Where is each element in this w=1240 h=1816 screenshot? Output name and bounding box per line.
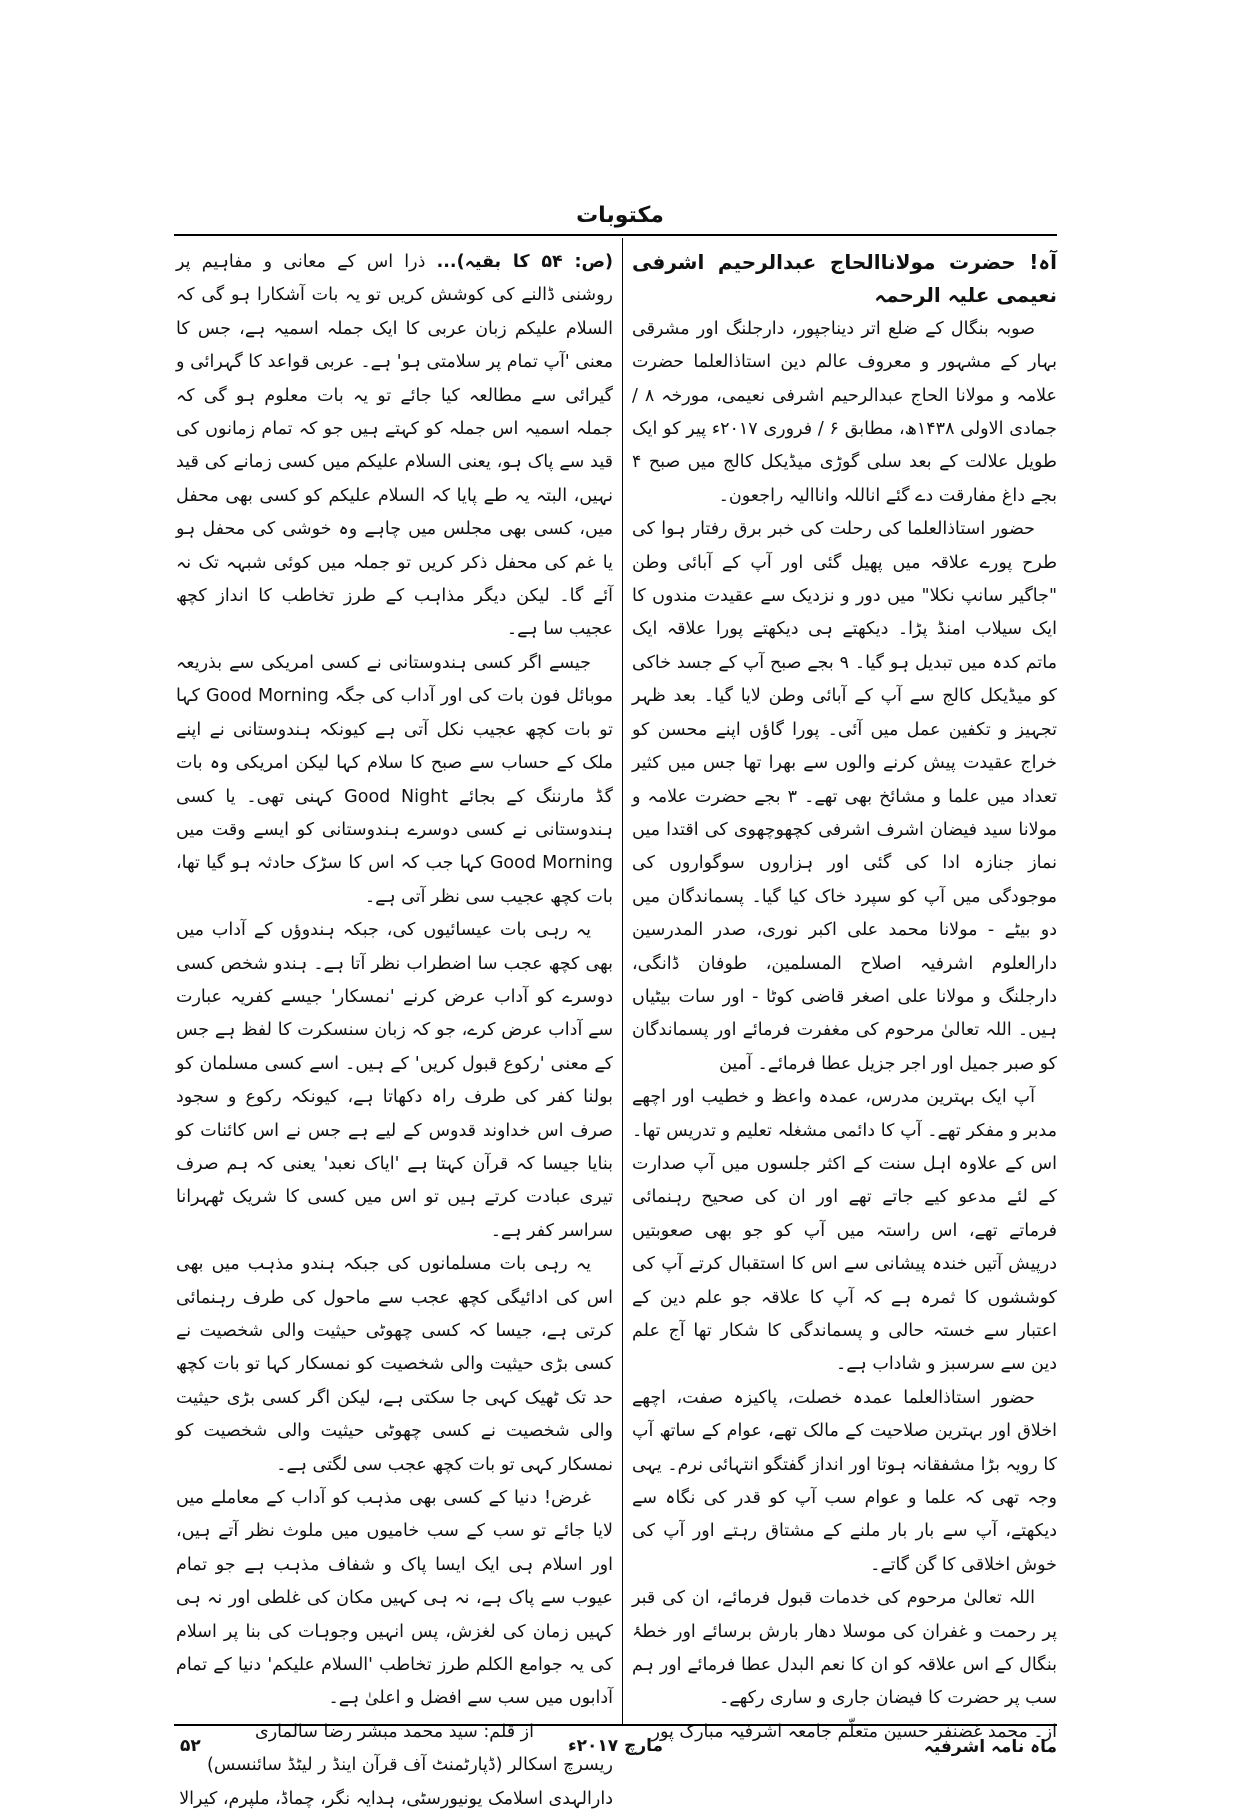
article-signature: از قلم: سید محمد مبشر رضا سالماری bbox=[255, 1721, 534, 1742]
column-divider bbox=[622, 238, 623, 1724]
author-affiliation-1: ریسرچ اسکالر (ڈپارٹمنٹ آف قرآن اینڈ ر لیٹڈ سائنسس) bbox=[207, 1755, 613, 1776]
obituary-paragraph-5: اللہ تعالیٰ مرحوم کی خدمات قبول فرمائے، ان کی قبر پر رحمت و غفران کی موسلا دھار بارش برسائے اور خطۂ بنگال کے اس علاقہ کو ان کا نعم البدل عطا فرمائے اور ہم سب پر حضرت کا فیضان جاری و ساری رکھے۔ bbox=[632, 1588, 1057, 1709]
magazine-name: ماہ نامہ اشرفیہ bbox=[923, 1737, 1057, 1757]
page-number: ۵۲ bbox=[180, 1736, 201, 1756]
obituary-column bbox=[632, 246, 1057, 1756]
page-footer bbox=[174, 1736, 1057, 1758]
article-paragraph-3: یہ رہی بات عیسائیوں کی، جبکہ ہندوؤں کے آداب میں بھی کچھ عجب سا اضطراب نظر آتا ہے۔ ہندو شخص کسی دوسرے کو آداب عرض کرنے 'نمسکار' جیسے کفریہ عبارت سے آداب عرض کرے، جو کہ زبان سنسکرت کا لفظ ہے جس کے معنی 'رکوع قبول کریں' کے ہیں۔ اسے کسی مسلمان کو بولنا کفر کی طرف راہ دکھاتا ہے، کیونکہ رکوع و سجود صرف اس خداوند قدوس کے لیے ہے جس نے اس کائنات کو بنایا جیسا کہ قرآن کہتا ہے 'ایاک نعبد' یعنی کہ ہم صرف تیری عبادت کرتے ہیں تو اس میں کسی کا شریک ٹھہرانا سراسر کفر ہے۔ bbox=[176, 920, 613, 1241]
continued-article-column bbox=[176, 246, 613, 1809]
author-affiliation-2: دارالہدی اسلامک یونیورسٹی، ہدایہ نگر، چماڈ، ملپرم، کیرالا bbox=[179, 1788, 613, 1809]
article-paragraph-5: غرض! دنیا کے کسی بھی مذہب کو آداب کے معاملے میں لایا جائے تو سب کے سب خامیوں میں ملوث نظر آتے ہیں، اور اسلام ہی ایک ایسا پاک و شفاف مذہب ہے جو تمام عیوب سے پاک ہے، نہ ہی کہیں مکان کی غلطی اور نہ ہی کہیں زمان کی لغزش، پس انہیں وجوہات کی بنا پر اسلام کی یہ جوامع الکلم طرز تخاطب 'السلام علیکم' دنیا کے تمام آدابوں میں سب سے افضل و اعلیٰ ہے۔ bbox=[176, 1488, 613, 1709]
obituary-signature: از۔ محمد غضنفر حسین متعلّم جامعہ اشرفیہ مبارک پور bbox=[651, 1721, 1057, 1742]
article-paragraph-4: یہ رہی بات مسلمانوں کی جبکہ ہندو مذہب میں بھی اس کی ادائیگی کچھ عجب سے ماحول کی طرف رہنمائی کرتی ہے، جیسا کہ کسی چھوٹی حیثیت والی شخصیت نے کسی بڑی حیثیت والی شخصیت کو نمسکار کہا تو بات کچھ حد تک ٹھیک کہی جا سکتی ہے، لیکن اگر کسی بڑی حیثیت والی شخصیت نے کسی چھوٹی حیثیت والی شخصیت کو نمسکار کہی تو بات کچھ عجب سی لگتی ہے۔ bbox=[176, 1254, 613, 1475]
obituary-paragraph-4: حضور استاذالعلما عمدہ خصلت، پاکیزہ صفت، اچھے اخلاق اور بہترین صلاحیت کے مالک تھے، عوام کے ساتھ آپ کا رویہ بڑا مشفقانہ ہوتا اور انداز گفتگو انتہائی نرم۔ یہی وجہ تھی کہ علما و عوام سب آپ کو قدر کی نگاہ سے دیکھتے، آپ سے بار بار ملنے کے مشتاق رہتے اور آپ کی خوش اخلاقی کا گن گاتے۔ bbox=[632, 1387, 1057, 1575]
obituary-paragraph-1: صوبہ بنگال کے ضلع اتر دیناجپور، دارجلنگ اور مشرقی بہار کے مشہور و معروف عالم دین استاذالعلما حضرت علامہ و مولانا الحاج عبدالرحیم اشرفی نعیمی، مورخہ ۸ / جمادی الاولی ۱۴۳۸ھ، مطابق ۶ / فروری ۲۰۱۷ء پیر کو ایک طویل علالت کے بعد سلی گوڑی میڈیکل کالج میں صبح ۴ بجے داغ مفارقت دے گئے اناللہ واناالیہ راجعون۔ bbox=[632, 318, 1057, 506]
obituary-paragraph-3: آپ ایک بہترین مدرس، عمدہ واعظ و خطیب اور اچھے مدبر و مفکر تھے۔ آپ کا دائمی مشغلہ تعلیم و تدریس تھا۔ اس کے علاوہ اہل سنت کے اکثر جلسوں میں آپ صدارت کے لئے مدعو کیے جاتے تھے اور ان کی صحیح رہنمائی فرماتے تھے، اس راستہ میں آپ کو جو بھی صعوبتیں درپیش آتیں خندہ پیشانی سے اس کا استقبال کرتے آپ کی کوششوں کا ثمرہ ہے کہ آپ کا علاقہ جو علم دین کے اعتبار سے خستہ حالی و پسماندگی کا شکار تھا آج علم دین سے سرسبز و شاداب ہے۔ bbox=[632, 1087, 1057, 1375]
obituary-heading: آہ! حضرت مولاناالحاج عبدالرحیم اشرفی نعیمی علیہ الرحمہ bbox=[632, 250, 1057, 308]
obituary-paragraph-2: حضور استاذالعلما کی رحلت کی خبر برق رفتار ہوا کی طرح پورے علاقہ میں پھیل گئی اور آپ کے آبائی وطن "جاگیر سانپ نکلا" میں دور و نزدیک سے عقیدت مندوں کا ایک سیلاب امنڈ پڑا۔ دیکھتے ہی دیکھتے پورا علاقہ ایک ماتم کدہ میں تبدیل ہو گیا۔ ۹ بجے صبح آپ کے جسد خاکی کو میڈیکل کالج سے آپ کے آبائی وطن لایا گیا۔ بعد ظہر تجہیز و تکفین عمل میں آئی۔ پورا گاؤں اپنے محسن کو خراج عقیدت پیش کرنے والوں سے بھرا تھا جس میں کثیر تعداد میں علما و مشائخ بھی تھے۔ ۳ بجے حضرت علامہ و مولانا سید فیضان اشرف اشرفی کچھوچھوی کی اقتدا میں نماز جنازہ ادا کی گئی اور ہزاروں سوگواروں کی موجودگی میں آپ کو سپرد خاک کیا گیا۔ پسماندگان میں دو بیٹے - مولانا محمد علی اکبر نوری، صدر المدرسین دارالعلوم اشرفیہ اصلاح المسلمین، طوفان ڈانگی، دارجلنگ و مولانا علی اصغر قاضی کوٹا - اور سات بیٹیاں ہیں۔ اللہ تعالیٰ مرحوم کی مغفرت فرمائے اور پسماندگان کو صبر جمیل اور اجر جزیل عطا فرمائے۔ آمین bbox=[632, 519, 1057, 1074]
continuation-lead: (ص: ۵۴ کا بقیہ)... bbox=[436, 252, 613, 272]
issue-date: مارچ ۲۰۱۷ء bbox=[567, 1736, 664, 1756]
section-title: مکتوبات bbox=[576, 203, 664, 228]
top-rule bbox=[174, 234, 1057, 236]
article-paragraph-2: جیسے اگر کسی ہندوستانی نے کسی امریکی سے بذریعہ موبائل فون بات کی اور آداب کی جگہ Good Morning کہا تو بات کچھ عجیب نکل آتی ہے کیونکہ ہندوستانی نے اپنے ملک کے حساب سے صبح کا سلام کہا لیکن امریکی وہ بات گڈ مارننگ کے بجائے Good Night کہنی تھی۔ یا کسی ہندوستانی نے کسی دوسرے ہندوستانی کو ایسے وقت میں Good Morning کہا جب کہ اس کا سڑک حادثہ ہو گیا تھا، بات کچھ عجیب سی نظر آتی ہے۔ bbox=[176, 652, 613, 907]
bottom-rule bbox=[174, 1724, 1057, 1726]
article-paragraph-1: ذرا اس کے معانی و مفاہیم پر روشنی ڈالنے کی کوشش کریں تو یہ بات آشکارا ہو گی کہ السلام علیکم زبان عربی کا ایک جملہ اسمیہ ہے، جس کا معنی 'آپ تمام پر سلامتی ہو' ہے۔ عربی قواعد کا گہرائی و گیرائی سے مطالعہ کیا جائے تو یہ بات معلوم ہو گی کہ جملہ اسمیہ اس جملہ کو کہتے ہیں جو کہ تمام زمانوں کی قید سے پاک ہو، یعنی السلام علیکم میں کسی زمانے کی قید نہیں، البتہ یہ طے پایا کہ السلام علیکم کو کسی بھی محفل میں، کسی بھی مجلس میں چاہے وہ خوشی کی محفل ہو یا غم کی محفل ذکر کریں تو جملہ میں کوئی شبہہ تک نہ آئے گا۔ لیکن دیگر مذاہب کے طرز تخاطب کا انداز کچھ عجیب سا ہے۔ bbox=[176, 252, 613, 640]
